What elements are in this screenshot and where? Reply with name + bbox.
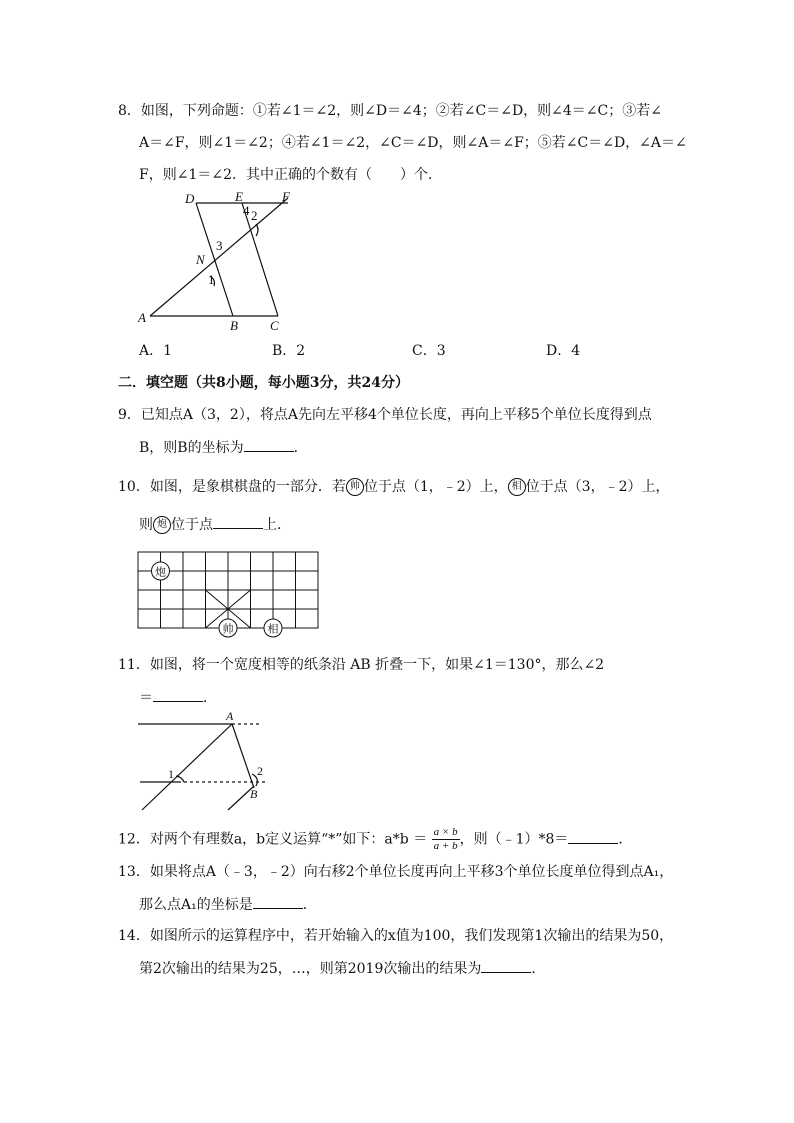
q10-answer-blank[interactable] [213, 514, 263, 529]
q12-frac-num: a × b [433, 826, 458, 838]
q12-post: ，则（﹣1）*8＝ [459, 831, 569, 848]
svg-text:相: 相 [267, 623, 279, 636]
q14-line2-end: ． [531, 961, 546, 977]
label-F: F [282, 189, 290, 204]
q12-pre: 12．对两个有理数a，b定义运算“*”如下：a*b ＝ [118, 831, 428, 848]
svg-text:炮: 炮 [155, 566, 166, 579]
q10-part3: 位于点（3，﹣2）上， [525, 479, 670, 495]
shuai-piece [219, 619, 237, 637]
q14-line2-pre: 第2次输出的结果为25，…，则第2019次输出的结果为 [139, 961, 482, 977]
q11-line2 [139, 687, 217, 708]
q8-line1: 8．如图，下列命题：①若∠1＝∠2，则∠D＝∠4；②若∠C＝∠D，则∠4＝∠C；③若∠ [118, 103, 662, 119]
q12-fraction [432, 826, 460, 853]
q12-answer-blank[interactable] [568, 829, 618, 844]
q8-option-b: B．2 [272, 343, 306, 359]
label-angle-2: 2 [251, 208, 258, 223]
q10-line2 [139, 514, 291, 535]
segment-EC [242, 203, 278, 316]
q9-answer-blank[interactable] [244, 437, 294, 452]
q8-figure [130, 188, 300, 336]
q10-line1 [118, 477, 669, 497]
q13-line2-end: ． [302, 897, 317, 913]
section2-title: 二．填空题（共8小题，每小题3分，共24分） [118, 375, 409, 391]
q11-line2-pre: ＝ [139, 690, 153, 706]
xiang-piece [264, 619, 282, 637]
q13-line2 [139, 894, 317, 915]
q12-frac-den: a + b [433, 840, 458, 852]
q9-line2-text: B，则B的坐标为 [139, 440, 244, 456]
q12-end: ． [618, 831, 633, 848]
q8-line3: F，则∠1＝∠2．其中正确的个数有（ ）个． [139, 167, 442, 183]
q12-line [118, 826, 632, 853]
q10-chessboard-figure [136, 548, 322, 638]
pao-piece-icon: 炮 [153, 516, 171, 534]
q14-line2 [139, 958, 545, 979]
label-angle-2: 2 [257, 764, 263, 778]
label-angle-4: 4 [243, 203, 250, 218]
label-angle-1: 1 [208, 272, 215, 287]
q14-answer-blank[interactable] [481, 958, 531, 973]
q11-answer-blank[interactable] [153, 687, 203, 702]
q8-option-a: A．1 [139, 343, 173, 359]
q10-part2: 位于点（1，﹣2）上， [363, 479, 508, 495]
q13-line1: 13．如果将点A（﹣3，﹣2）向右移2个单位长度再向上平移3个单位长度单位得到点A₁， [118, 864, 674, 880]
label-C: C [270, 318, 279, 333]
segment-A-to-F-diag [150, 198, 288, 316]
label-angle-3: 3 [216, 238, 223, 253]
q13-line2-pre: 那么点A₁的坐标是 [139, 897, 253, 913]
shuai-piece-icon: 帅 [346, 478, 364, 496]
xiang-piece-icon: 相 [508, 478, 526, 496]
q11-paper-strip-figure [134, 708, 280, 812]
q9-line1: 9．已知点A（3，2），将点A先向左平移4个单位长度，再向上平移5个单位长度得到点 [118, 407, 652, 423]
q10-line2-pre: 则 [139, 517, 153, 533]
svg-text:帅: 帅 [222, 623, 234, 636]
pao-piece [152, 562, 170, 580]
q9-line2 [139, 437, 308, 458]
folded-edge-1 [142, 724, 232, 810]
fold-line-AB [232, 724, 254, 788]
q8-option-c: C．3 [412, 343, 446, 359]
q11-line1: 11．如图，将一个宽度相等的纸条沿 AB 折叠一下，如果∠1＝130°，那么∠2 [118, 657, 605, 673]
label-B: B [230, 318, 238, 333]
q9-line2-end: ． [293, 440, 308, 456]
label-angle-1: 1 [168, 767, 174, 781]
label-D: D [185, 191, 195, 206]
q10-line2-end: 上． [263, 517, 291, 533]
q10-part1: 10．如图，是象棋棋盘的一部分．若 [118, 479, 346, 495]
q8-option-d: D．4 [546, 343, 581, 359]
label-N: N [196, 252, 205, 267]
label-E: E [235, 189, 243, 204]
q10-line2-mid: 位于点 [171, 517, 213, 533]
q14-line1: 14．如图所示的运算程序中，若开始输入的x值为100，我们发现第1次输出的结果为50， [118, 928, 674, 944]
label-A: A [138, 310, 146, 325]
q11-line2-end: ． [203, 690, 217, 706]
q8-line2: A＝∠F，则∠1＝∠2；④若∠1＝∠2，∠C＝∠D，则∠A＝∠F；⑤若∠C＝∠D，∠A＝∠ [139, 135, 687, 151]
label-B: B [250, 787, 258, 801]
q13-answer-blank[interactable] [253, 894, 303, 909]
label-A: A [226, 709, 234, 723]
